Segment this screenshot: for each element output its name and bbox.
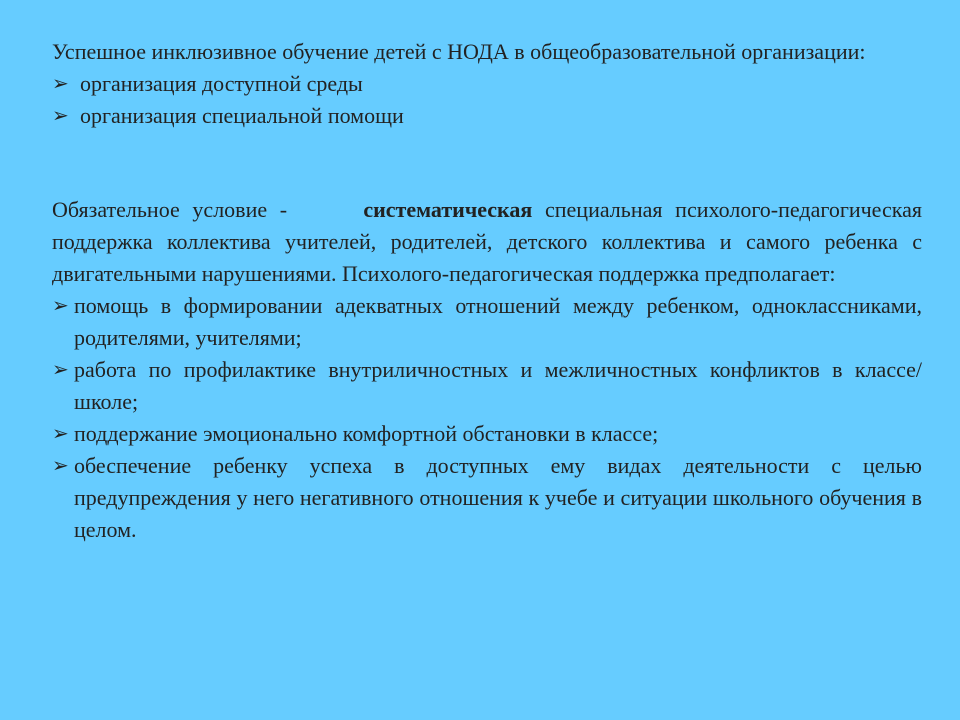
list-item — [52, 418, 922, 450]
slide-content — [52, 36, 922, 546]
list-item — [52, 354, 922, 418]
condition-paragraph — [52, 194, 922, 290]
arrow-bullet-icon: ➢ — [52, 295, 69, 317]
arrow-bullet-icon: ➢ — [52, 359, 69, 381]
arrow-bullet-icon: ➢ — [52, 455, 69, 477]
intro-item-text: организация доступной среды — [80, 71, 363, 96]
condition-bold-word: систематическая — [363, 197, 533, 222]
intro-item — [52, 68, 922, 100]
condition-lead: Обязательное условие - — [52, 197, 288, 222]
list-item-text: помощь в формировании адекватных отношений между ребенком, одноклассниками, родителями, учителями; — [74, 293, 922, 350]
list-item — [52, 450, 922, 546]
intro-title: Успешное инклюзивное обучение детей с НОДА в общеобразовательной организации: — [52, 39, 866, 64]
arrow-bullet-icon: ➢ — [52, 73, 69, 95]
list-item-text: обеспечение ребенку успеха в доступных ему видах деятельности с целью предупреждения у него негативного отношения к учебе и ситуации школьного обучения в целом. — [74, 453, 922, 542]
list-item-text: поддержание эмоционально комфортной обстановки в классе; — [74, 421, 659, 446]
condition-rest: специальная психолого-педагогическая поддержка коллектива учителей, родителей, детского коллектива и самого ребенка с двигательными нарушениями. Психолого-педагогическая поддержка предполагает: — [52, 197, 922, 286]
intro-item-text: организация специальной помощи — [80, 103, 404, 128]
list-item-text: работа по профилактике внутриличностных и межличностных конфликтов в классе/школе; — [74, 357, 922, 414]
intro-item — [52, 100, 922, 132]
list-item — [52, 290, 922, 354]
arrow-bullet-icon: ➢ — [52, 423, 69, 445]
condition-list — [52, 290, 922, 546]
arrow-bullet-icon: ➢ — [52, 105, 69, 127]
